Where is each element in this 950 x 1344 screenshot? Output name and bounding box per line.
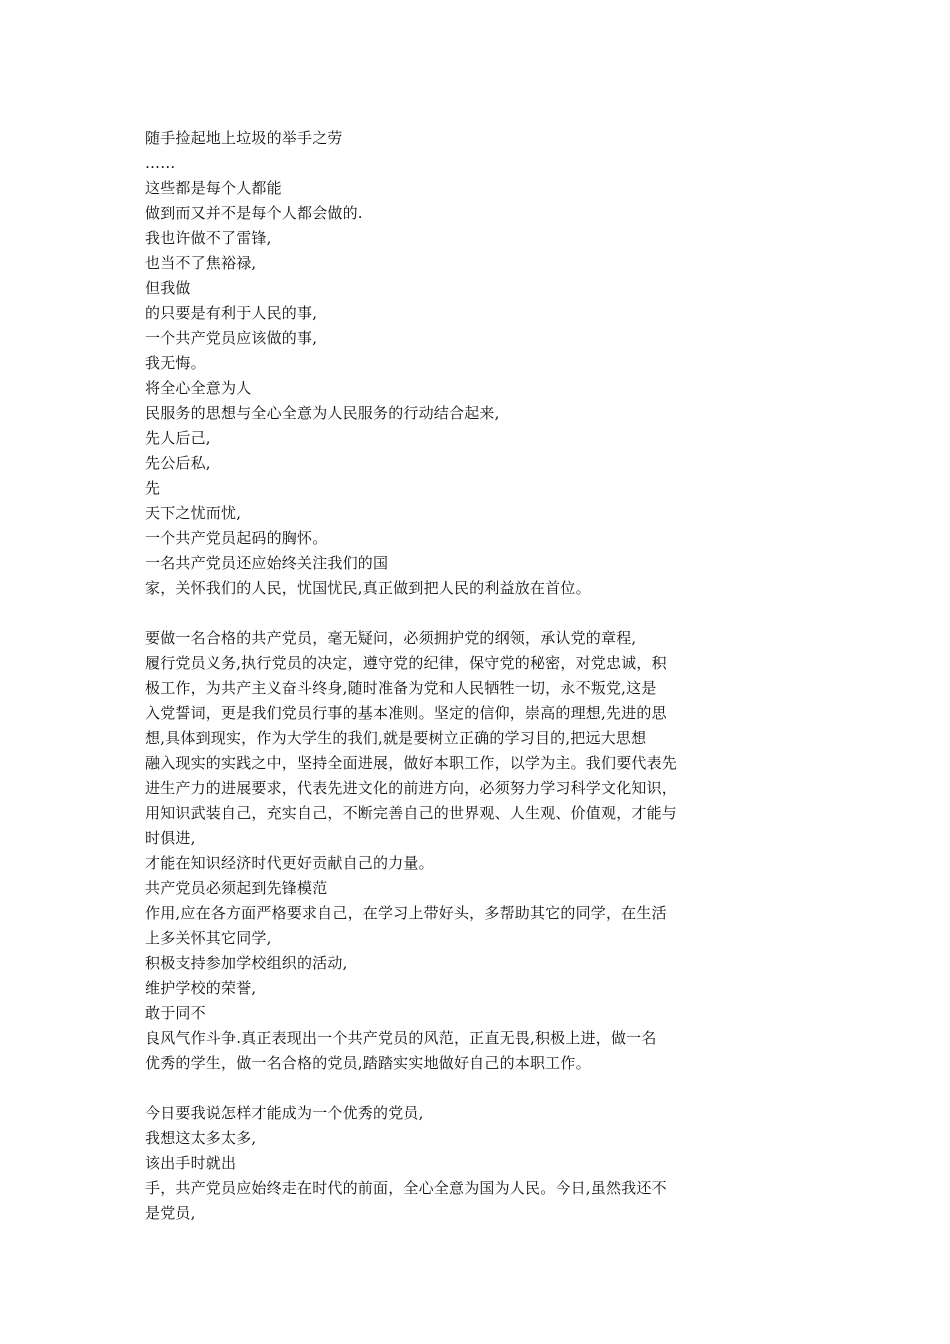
text-line: 极工作，为共产主义奋斗终身,随时准备为党和人民牺牲一切，永不叛党,这是 (145, 679, 657, 697)
text-line: 积极支持参加学校组织的活动, (145, 954, 348, 972)
text-line: 这些都是每个人都能 (145, 179, 282, 197)
text-line: 也当不了焦裕禄, (145, 254, 257, 272)
text-line: 但我做 (145, 279, 191, 297)
text-line: 用知识武装自己，充实自己，不断完善自己的世界观、人生观、价值观，才能与 (145, 804, 678, 822)
text-line: 今日要我说怎样才能成为一个优秀的党员, (145, 1104, 424, 1122)
text-line: 进生产力的进展要求，代表先进文化的前进方向，必须努力学习科学文化知识， (145, 779, 678, 797)
text-line: 我无悔。 (145, 354, 206, 372)
text-line: 履行党员义务,执行党员的决定，遵守党的纪律，保守党的秘密，对党忠诚，积 (145, 654, 667, 672)
text-line: 维护学校的荣誉, (145, 979, 257, 997)
text-line: 天下之忧而忧, (145, 504, 242, 522)
text-line: 一名共产党员还应始终关注我们的国 (145, 554, 389, 572)
text-line: 融入现实的实践之中，坚持全面进展，做好本职工作，以学为主。我们要代表先 (145, 754, 678, 772)
text-line: 良风气作斗争.真正表现出一个共产党员的风范，正直无畏,积极上进，做一名 (145, 1029, 657, 1047)
text-line: 一个共产党员应该做的事, (145, 329, 318, 347)
text-line: 先公后私, (145, 454, 211, 472)
paragraph-3 (145, 1101, 865, 1226)
text-line: 要做一名合格的共产党员，毫无疑问，必须拥护党的纲领，承认党的章程, (145, 629, 637, 647)
text-line: 的只要是有利于人民的事, (145, 304, 318, 322)
text-line: 是党员, (145, 1204, 196, 1222)
text-line: 随手捡起地上垃圾的举手之劳 (145, 129, 343, 147)
text-line: 入党誓词，更是我们党员行事的基本准则。坚定的信仰，崇高的理想,先进的思 (145, 704, 667, 722)
text-line: 家，关怀我们的人民，忧国忧民,真正做到把人民的利益放在首位。 (145, 579, 591, 597)
text-line: 上多关怀其它同学, (145, 929, 272, 947)
text-line: 一个共产党员起码的胸怀。 (145, 529, 328, 547)
text-line: …… (145, 154, 176, 172)
text-line: 才能在知识经济时代更好贡献自己的力量。 (145, 854, 434, 872)
text-line: 我想这太多太多, (145, 1129, 257, 1147)
text-line: 将全心全意为人 (145, 379, 252, 397)
text-line: 我也许做不了雷锋, (145, 229, 272, 247)
text-line: 该出手时就出 (145, 1154, 237, 1172)
paragraph-1 (145, 126, 865, 601)
text-line: 作用,应在各方面严格要求自己，在学习上带好头，多帮助其它的同学，在生活 (145, 904, 667, 922)
text-line: 先人后己, (145, 429, 211, 447)
text-line: 想,具体到现实，作为大学生的我们,就是要树立正确的学习目的,把远大思想 (145, 729, 647, 747)
text-line: 做到而又并不是每个人都会做的. (145, 204, 363, 222)
text-line: 先 (145, 479, 161, 497)
text-line: 手，共产党员应始终走在时代的前面，全心全意为国为人民。今日,虽然我还不 (145, 1179, 667, 1197)
paragraph-gap (145, 601, 865, 626)
document-body (145, 126, 865, 1226)
text-line: 优秀的学生，做一名合格的党员,踏踏实实地做好自己的本职工作。 (145, 1054, 591, 1072)
text-line: 民服务的思想与全心全意为人民服务的行动结合起来, (145, 404, 500, 422)
text-line: 共产党员必须起到先锋模范 (145, 879, 328, 897)
paragraph-2 (145, 626, 865, 1076)
text-line: 时俱进, (145, 829, 196, 847)
text-line: 敢于同不 (145, 1004, 206, 1022)
paragraph-gap (145, 1076, 865, 1101)
